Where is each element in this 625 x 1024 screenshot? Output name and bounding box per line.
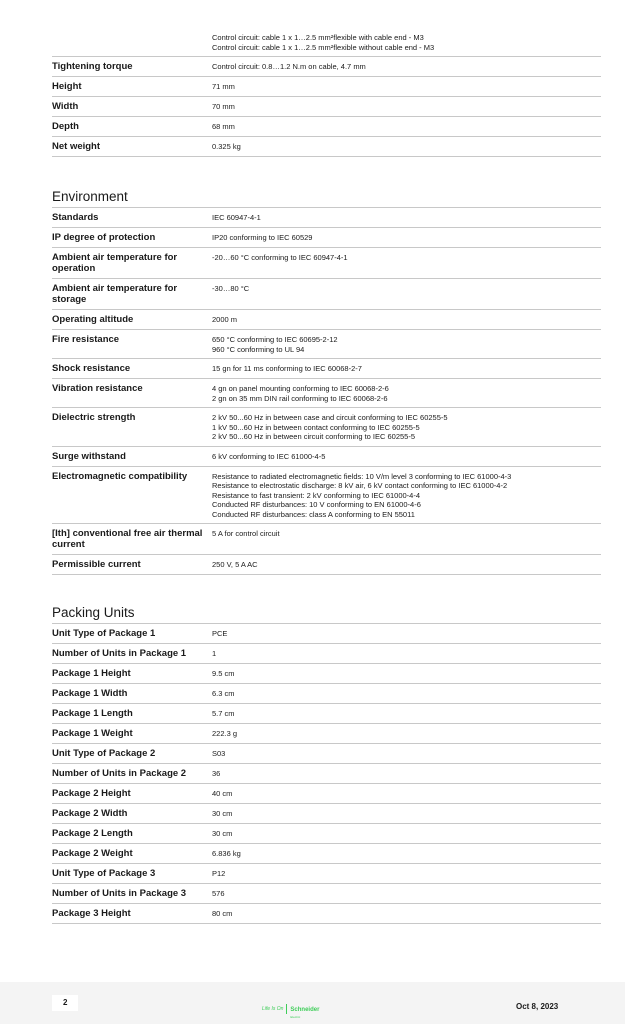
spec-row (52, 864, 601, 884)
spec-value-line: 30 cm (212, 829, 233, 838)
spec-value-line: 68 mm (212, 122, 235, 131)
spec-label: Height (52, 81, 82, 92)
brand-name: Schneider (290, 1007, 320, 1013)
spec-table-packing (52, 624, 601, 924)
page-footer (0, 982, 625, 1024)
spec-label: Package 2 Height (52, 788, 131, 799)
spec-value (212, 804, 601, 823)
spec-value-line: 650 °C conforming to IEC 60695-2-12 (212, 335, 338, 344)
spec-value (212, 310, 601, 329)
spec-value-line: 6.836 kg (212, 849, 241, 858)
spec-row (52, 904, 601, 924)
spec-label: [Ith] conventional free air thermal current (52, 528, 203, 550)
brand-wordmark (290, 998, 319, 1019)
spec-label (52, 28, 212, 56)
spec-label: Permissible current (52, 559, 141, 570)
spec-row (52, 77, 601, 97)
spec-value (212, 524, 601, 554)
spec-row (52, 379, 601, 408)
spec-value-line: 9.5 cm (212, 669, 235, 678)
spec-row (52, 117, 601, 137)
spec-value (212, 330, 601, 358)
spec-label: Package 3 Height (52, 908, 131, 919)
spec-row (52, 844, 601, 864)
spec-row (52, 330, 601, 359)
spec-value-line: Control circuit: 0.8…1.2 N.m on cable, 4.7 mm (212, 62, 366, 71)
spec-value (212, 379, 601, 407)
spec-value (212, 77, 601, 96)
spec-row (52, 664, 601, 684)
spec-table-environment (52, 208, 601, 575)
spec-value (212, 408, 601, 446)
environment-section (52, 189, 601, 575)
spec-label: IP degree of protection (52, 232, 156, 243)
spec-value-line: Resistance to radiated electromagnetic fields: 10 V/m level 3 conforming to IEC 61000-4-3 (212, 471, 512, 481)
spec-value (212, 724, 601, 743)
spec-row (52, 764, 601, 784)
spec-value-line: 960 °C conforming to UL 94 (212, 344, 305, 354)
spec-row (52, 624, 601, 644)
spec-label: Operating altitude (52, 314, 134, 325)
spec-value-line: 1 kV 50...60 Hz in between contact conforming to IEC 60255-5 (212, 422, 420, 432)
spec-row (52, 310, 601, 330)
spec-value (212, 137, 601, 156)
spec-value (212, 57, 601, 76)
spec-value-line: Control circuit: cable 1 x 1…2.5 mm²flexible without cable end - M3 (212, 42, 435, 52)
spec-label: Unit Type of Package 1 (52, 628, 156, 639)
spec-value-line: Control circuit: cable 1 x 1…2.5 mm²flexible with cable end - M3 (212, 33, 424, 42)
spec-value-line: 2 kV 50...60 Hz in between circuit conforming to IEC 60255-5 (212, 432, 416, 441)
spec-value (212, 28, 601, 56)
spec-row (52, 228, 601, 248)
spec-row (52, 724, 601, 744)
spec-value-line: PCE (212, 629, 228, 638)
spec-label: Fire resistance (52, 334, 120, 345)
section-title-environment: Environment (52, 189, 601, 208)
spec-value (212, 824, 601, 843)
footer-date: Oct 8, 2023 (516, 1002, 559, 1011)
packing-section (52, 605, 601, 924)
spec-value-line: 222.3 g (212, 729, 238, 738)
spec-value-line: 30 cm (212, 809, 233, 818)
spec-label: Package 2 Length (52, 828, 133, 839)
spec-row (52, 248, 601, 279)
spec-value-line: 2 kV 50...60 Hz in between case and circuit conforming to IEC 60255-5 (212, 413, 448, 422)
spec-row (52, 524, 601, 555)
spec-row (52, 824, 601, 844)
spec-label: Package 2 Weight (52, 848, 133, 859)
spec-label: Width (52, 101, 79, 112)
spec-value (212, 884, 601, 903)
spec-value-line: 6 kV conforming to IEC 61000-4-5 (212, 451, 326, 461)
spec-value-line: -20…60 °C conforming to IEC 60947-4-1 (212, 253, 348, 262)
spec-row (52, 408, 601, 447)
spec-value (212, 208, 601, 227)
spec-row (52, 57, 601, 77)
spec-value-line: Conducted RF disturbances: 10 V conforming to EN 61000-4-6 (212, 500, 421, 509)
spec-value (212, 228, 601, 247)
spec-value (212, 624, 601, 643)
spec-value (212, 359, 601, 378)
spec-value (212, 555, 601, 574)
section-title-packing: Packing Units (52, 605, 601, 624)
spec-value (212, 844, 601, 863)
spec-label: Net weight (52, 141, 101, 152)
spec-value-line: Resistance to fast transient: 2 kV conforming to IEC 61000-4-4 (212, 490, 421, 500)
spec-value-line: 15 gn for 11 ms conforming to IEC 60068-2-7 (212, 364, 362, 373)
spec-value-line: 5 A for control circuit (212, 529, 280, 538)
spec-value (212, 704, 601, 723)
spec-label: Ambient air temperature for operation (52, 252, 178, 274)
spec-value (212, 664, 601, 683)
spec-row (52, 97, 601, 117)
spec-row (52, 467, 601, 525)
spec-label: Dielectric strength (52, 412, 136, 423)
spec-label: Standards (52, 212, 99, 223)
spec-label: Number of Units in Package 2 (52, 768, 187, 779)
spec-row (52, 784, 601, 804)
brand-divider (286, 1004, 287, 1014)
spec-value-line: 1 (212, 649, 217, 658)
brand-tagline: Life Is On (262, 1005, 284, 1012)
spec-value-line: 80 cm (212, 909, 233, 918)
spec-value (212, 117, 601, 136)
spec-value (212, 784, 601, 803)
spec-value-line: 5.7 cm (212, 709, 235, 718)
spec-label: Unit Type of Package 2 (52, 748, 156, 759)
spec-value-line: 576 (212, 889, 225, 898)
spec-value-line: Resistance to electrostatic discharge: 8 kV air, 6 kV contact conforming to IEC 61000-4-2 (212, 481, 508, 490)
spec-label: Package 2 Width (52, 808, 128, 819)
spec-value (212, 447, 601, 466)
spec-value-line: 71 mm (212, 82, 235, 91)
content (52, 28, 601, 924)
spec-label: Number of Units in Package 3 (52, 888, 187, 899)
spec-row (52, 555, 601, 575)
spec-value-line: 2 gn on 35 mm DIN rail conforming to IEC 60068-2-6 (212, 393, 388, 403)
spec-row (52, 208, 601, 228)
spec-value-line: 4 gn on panel mounting conforming to IEC 60068-2-6 (212, 384, 389, 393)
spec-value-line: -30…80 °C (212, 284, 250, 293)
spec-row (52, 884, 601, 904)
spec-row (52, 279, 601, 310)
spec-row (52, 744, 601, 764)
spec-label: Shock resistance (52, 363, 131, 374)
spec-value (212, 467, 601, 524)
spec-table-top (52, 28, 601, 157)
spec-row (52, 359, 601, 379)
spec-row (52, 804, 601, 824)
spec-label: Vibration resistance (52, 383, 143, 394)
spec-label: Number of Units in Package 1 (52, 648, 187, 659)
spec-value-line: 250 V, 5 A AC (212, 560, 258, 569)
spec-row (52, 644, 601, 664)
spec-row (52, 137, 601, 157)
spec-value-line: S03 (212, 749, 226, 758)
spec-value (212, 864, 601, 883)
spec-value (212, 684, 601, 703)
spec-label: Unit Type of Package 3 (52, 868, 156, 879)
spec-label: Package 1 Length (52, 708, 133, 719)
spec-value-line: 40 cm (212, 789, 233, 798)
spec-row (52, 684, 601, 704)
spec-value-line: 36 (212, 769, 221, 778)
spec-value-line: P12 (212, 869, 226, 878)
page-number: 2 (52, 995, 78, 1011)
spec-label: Tightening torque (52, 61, 133, 72)
spec-row (52, 28, 601, 57)
spec-value (212, 764, 601, 783)
spec-label: Package 1 Weight (52, 728, 133, 739)
brand-logo (262, 998, 319, 1019)
spec-value (212, 904, 601, 923)
spec-value (212, 97, 601, 116)
spec-value-line: IP20 conforming to IEC 60529 (212, 233, 313, 242)
spec-value-line: IEC 60947-4-1 (212, 213, 261, 222)
spec-label: Ambient air temperature for storage (52, 283, 178, 305)
spec-value (212, 279, 601, 309)
spec-value-line: Conducted RF disturbances: class A conforming to EN 55011 (212, 509, 415, 519)
spec-value-line: 0.325 kg (212, 142, 241, 151)
brand-sub: Electric (290, 1015, 301, 1019)
spec-label: Electromagnetic compatibility (52, 470, 188, 482)
spec-value-line: 70 mm (212, 102, 235, 111)
spec-row (52, 447, 601, 467)
spec-label: Package 1 Height (52, 668, 131, 679)
spec-value (212, 644, 601, 663)
spec-label: Package 1 Width (52, 688, 128, 699)
spec-value (212, 744, 601, 763)
spec-value (212, 248, 601, 278)
spec-row (52, 704, 601, 724)
spec-label: Depth (52, 121, 79, 132)
spec-value-line: 2000 m (212, 315, 238, 324)
spec-label: Surge withstand (52, 450, 126, 462)
spec-value-line: 6.3 cm (212, 689, 235, 698)
